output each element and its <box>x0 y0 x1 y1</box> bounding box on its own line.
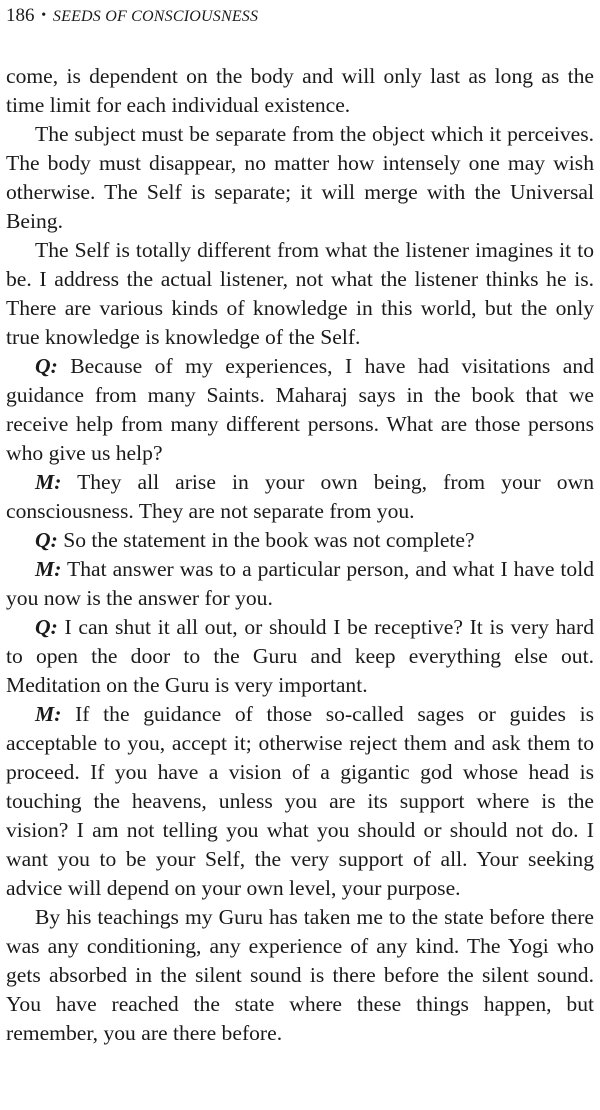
page-number: 186 <box>6 5 35 26</box>
paragraph <box>6 468 594 526</box>
paragraph <box>6 555 594 613</box>
speaker-label: Q: <box>35 354 58 378</box>
paragraph-text: If the guidance of those so-called sages or guides is acceptable to you, accept it; otherwise reject them and ask them to proceed. If you have a vision of a gigantic god whose head is touching the heavens, unless you are its support where is the vision? I am not telling you what you should or should not do. I want you to be your Self, the very support of all. Your seeking advice will depend on your own level, your purpose. <box>6 702 594 900</box>
book-title: SEEDS OF CONSCIOUSNESS <box>52 8 259 25</box>
paragraph-text: come, is dependent on the body and will only last as long as the time limit for each individual existence. <box>6 64 594 117</box>
paragraph-text: Because of my experiences, I have had visitations and guidance from many Saints. Maharaj says in the book that we receive help from many different persons. What are those persons who give us help? <box>6 354 594 465</box>
speaker-label: M: <box>35 702 62 726</box>
paragraph-text: The subject must be separate from the object which it perceives. The body must disappear, no matter how intensely one may wish otherwise. The Self is separate; it will merge with the Universal Being. <box>6 122 594 233</box>
paragraph-text: So the statement in the book was not complete? <box>57 528 475 552</box>
body-text <box>6 62 594 1048</box>
book-page <box>6 0 594 1110</box>
paragraph <box>6 526 594 555</box>
paragraph-text: The Self is totally different from what the listener imagines it to be. I address the actual listener, not what the listener thinks he is. There are various kinds of knowledge in this world, but the only true knowledge is knowledge of the Self. <box>6 238 594 349</box>
speaker-label: Q: <box>35 528 58 552</box>
speaker-label: Q: <box>35 615 58 639</box>
speaker-label: M: <box>35 470 62 494</box>
paragraph-text: I can shut it all out, or should I be receptive? It is very hard to open the door to the Guru and keep everything else out. Meditation on the Guru is very important. <box>6 615 594 697</box>
speaker-label: M: <box>35 557 62 581</box>
paragraph <box>6 236 594 352</box>
running-header <box>6 4 258 30</box>
header-bullet: • <box>41 8 47 23</box>
paragraph <box>6 700 594 903</box>
paragraph <box>6 352 594 468</box>
paragraph <box>6 120 594 236</box>
paragraph <box>6 62 594 120</box>
paragraph-text: They all arise in your own being, from your own consciousness. They are not separate from you. <box>6 470 594 523</box>
paragraph <box>6 903 594 1048</box>
paragraph-text: By his teachings my Guru has taken me to the state before there was any conditioning, any experience of any kind. The Yogi who gets absorbed in the silent sound is there before the silent sound. You have reached the state where these things happen, but remember, you are there before. <box>6 905 594 1045</box>
paragraph <box>6 613 594 700</box>
paragraph-text: That answer was to a particular person, and what I have told you now is the answer for you. <box>6 557 594 610</box>
